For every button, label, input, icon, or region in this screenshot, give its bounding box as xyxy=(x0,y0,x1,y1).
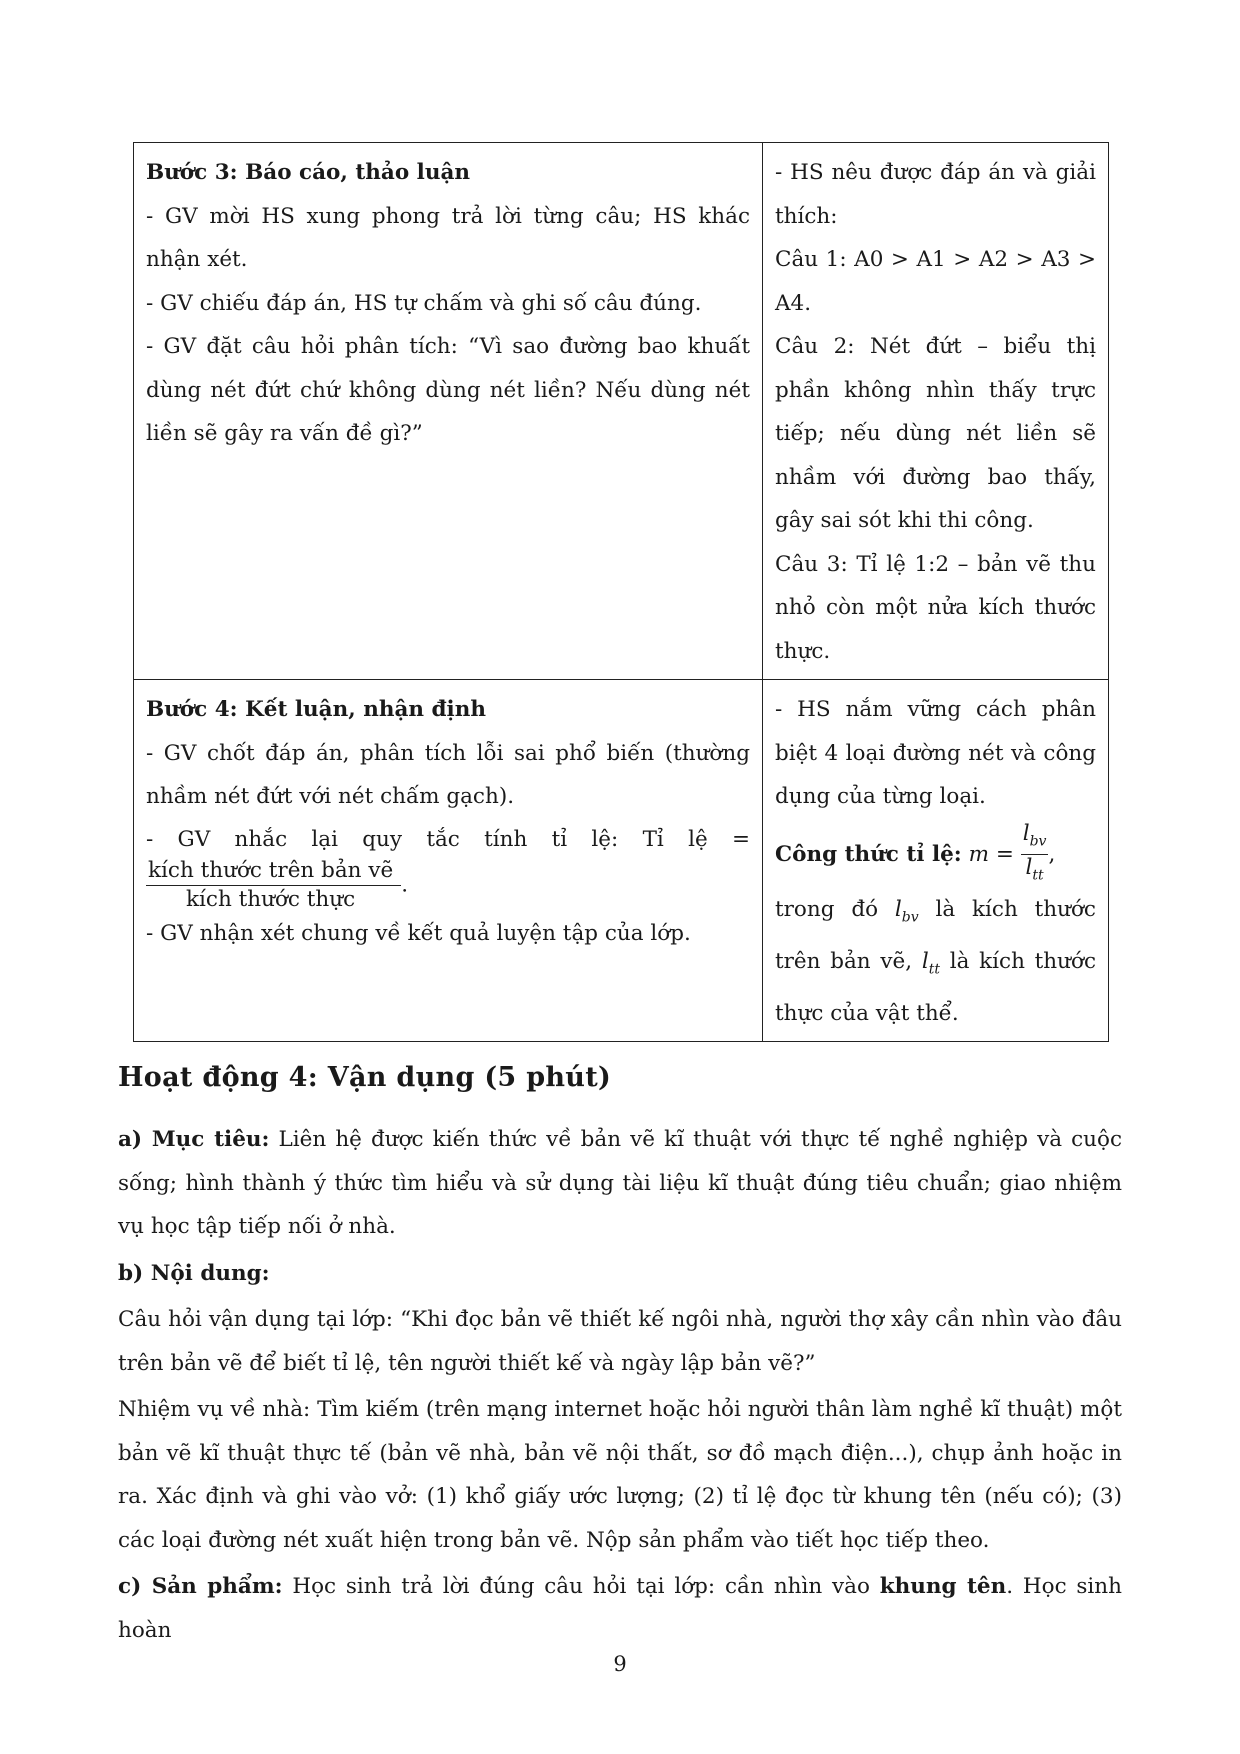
activity-line: - GV chốt đáp án, phân tích lỗi sai phổ biến (thường nhầm nét đứt với nét chấm gạch). xyxy=(146,740,750,809)
ratio-rule-text: - GV nhắc lại quy tắc tính tỉ lệ: Tỉ lệ = xyxy=(146,826,750,852)
outcome-line: - HS nêu được đáp án và giải thích: xyxy=(775,160,1096,229)
objective-text: Liên hệ được kiến thức về bản vẽ kĩ thuật với thực tế nghề nghiệp và cuộc sống; hình thành ý thức tìm hiểu và sử dụng tài liệu kĩ thuật đúng tiêu chuẩn; giao nhiệm vụ học tập tiếp nối ở nhà. xyxy=(118,1127,1122,1239)
denominator-symbol: l xyxy=(1025,854,1033,880)
explain-subscript: bv xyxy=(901,909,919,926)
student-outcome-cell xyxy=(763,143,1109,680)
outcome-line: - HS nắm vững cách phân biệt 4 loại đường nét và công dụng của từng loại. xyxy=(775,697,1096,809)
formula-equals: = xyxy=(995,841,1014,867)
student-outcome-cell xyxy=(763,680,1109,1042)
table-row xyxy=(134,143,1109,680)
objective-paragraph xyxy=(118,1118,1122,1249)
explain-subscript: tt xyxy=(928,961,940,978)
product-label: c) Sản phẩm: xyxy=(118,1574,283,1599)
explain-symbol: l xyxy=(894,897,902,923)
activity-line: - GV đặt câu hỏi phân tích: “Vì sao đường bao khuất dùng nét đứt chứ không dùng nét liền? Nếu dùng nét liền sẽ gây ra vấn đề gì?” xyxy=(146,334,750,446)
formula-explanation xyxy=(775,888,1096,1035)
outcome-line: Câu 1: A0 > A1 > A2 > A3 > A4. xyxy=(775,247,1096,316)
section-heading: Hoạt động 4: Vận dụng (5 phút) xyxy=(118,1062,612,1093)
formula-label: Công thức tỉ lệ: xyxy=(775,841,962,867)
denominator-subscript: tt xyxy=(1032,867,1044,884)
outcome-line: Câu 3: Tỉ lệ 1:2 – bản vẽ thu nhỏ còn một nửa kích thước thực. xyxy=(775,551,1096,664)
formula-line xyxy=(775,821,1096,889)
formula-variable: m xyxy=(968,841,989,867)
product-text-end: . Học sinh hoàn xyxy=(118,1574,1123,1643)
in-class-question: Câu hỏi vận dụng tại lớp: “Khi đọc bản vẽ thiết kế ngôi nhà, người thợ xây cần nhìn vào đâu trên bản vẽ để biết tỉ lệ, tên người thiết kế và ngày lập bản vẽ?” xyxy=(118,1307,1122,1376)
numerator-subscript: bv xyxy=(1029,832,1047,849)
content-label: b) Nội dung: xyxy=(118,1260,270,1286)
teacher-activity-cell xyxy=(134,680,763,1042)
step-title: Bước 4: Kết luận, nhận định xyxy=(146,697,486,722)
ratio-fraction-line xyxy=(146,857,750,914)
explain-symbol: l xyxy=(921,948,929,974)
numerator-symbol: l xyxy=(1022,820,1030,846)
fraction-numerator xyxy=(1021,821,1049,855)
activity-line: - GV mời HS xung phong trả lời từng câu; HS khác nhận xét. xyxy=(146,203,750,272)
activity-line: - GV nhận xét chung về kết quả luyện tập của lớp. xyxy=(146,920,691,946)
activity-table xyxy=(133,142,1109,1042)
fraction-denominator: kích thước thực xyxy=(186,886,356,912)
outcome-line: Câu 2: Nét đứt – biểu thị phần không nhìn thấy trực tiếp; nếu dùng nét liền sẽ nhầm với đường bao thấy, gây sai sót khi thi công. xyxy=(775,334,1096,533)
teacher-activity-cell xyxy=(134,143,763,680)
step-title: Bước 3: Báo cáo, thảo luận xyxy=(146,160,471,185)
explain-text: là kích thước trên bản vẽ, xyxy=(775,897,1096,974)
fraction-denominator xyxy=(1021,855,1049,888)
product-text: Học sinh trả lời đúng câu hỏi tại lớp: cần nhìn vào xyxy=(292,1574,870,1599)
content-label-paragraph xyxy=(118,1252,1122,1296)
ratio-suffix: . xyxy=(401,872,409,897)
formula-fraction xyxy=(1021,821,1049,889)
homework-task: Nhiệm vụ về nhà: Tìm kiếm (trên mạng internet hoặc hỏi người thân làm nghề kĩ thuật) một bản vẽ kĩ thuật thực tế (bản vẽ nhà, bản vẽ nội thất, sơ đồ mạch điện...), chụp ảnh hoặc in ra. Xác định và ghi vào vở: (1) khổ giấy ước lượng; (2) tỉ lệ đọc từ khung tên (nếu có); (3) các loại đường nét xuất hiện trong bản vẽ. Nộp sản phẩm vào tiết học tiếp theo. xyxy=(118,1397,1122,1553)
product-paragraph xyxy=(118,1565,1122,1652)
product-bold-term: khung tên xyxy=(879,1574,1007,1599)
explain-text: là kích thước thực của vật thể. xyxy=(775,948,1096,1026)
ratio-fraction xyxy=(146,857,401,914)
table-row xyxy=(134,680,1109,1042)
activity-line: - GV chiếu đáp án, HS tự chấm và ghi số câu đúng. xyxy=(146,290,702,316)
explain-text: trong đó xyxy=(775,897,879,923)
page-number: 9 xyxy=(613,1652,627,1676)
ratio-rule-line xyxy=(146,823,750,857)
objective-label: a) Mục tiêu: xyxy=(118,1127,270,1152)
formula-suffix: , xyxy=(1048,841,1056,867)
fraction-numerator: kích thước trên bản vẽ xyxy=(146,857,401,886)
section-body xyxy=(118,1118,1122,1652)
